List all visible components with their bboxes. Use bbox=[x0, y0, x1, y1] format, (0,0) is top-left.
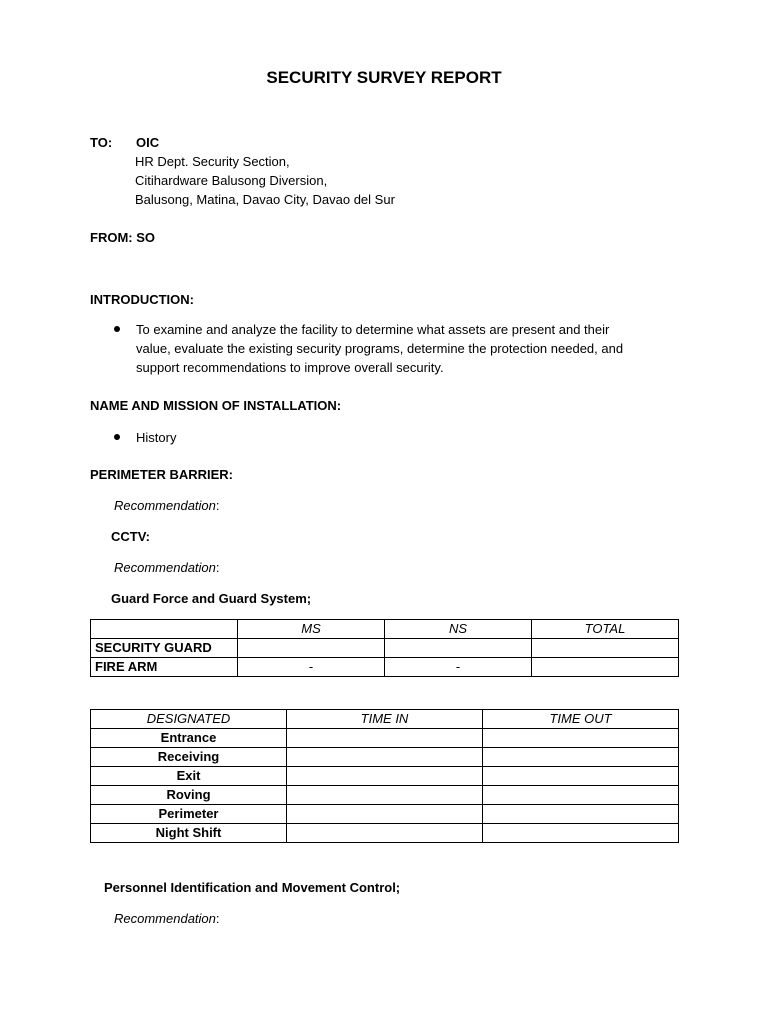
post-schedule-table bbox=[90, 709, 679, 843]
cctv-recommendation bbox=[114, 559, 220, 576]
introduction-heading: INTRODUCTION: bbox=[90, 292, 194, 307]
table-row bbox=[91, 824, 679, 843]
table-header-cell: NS bbox=[385, 620, 532, 639]
table-cell bbox=[385, 639, 532, 658]
perimeter-heading: PERIMETER BARRIER: bbox=[90, 467, 234, 482]
table-header-cell: MS bbox=[238, 620, 385, 639]
installation-heading: NAME AND MISSION OF INSTALLATION: bbox=[90, 398, 342, 413]
perimeter-recommendation bbox=[114, 497, 220, 514]
table-cell: Roving bbox=[91, 786, 287, 805]
recommendation-label: Recommendation bbox=[114, 498, 216, 513]
table-cell: Perimeter bbox=[91, 805, 287, 824]
table-row bbox=[91, 639, 679, 658]
table-row bbox=[91, 805, 679, 824]
personnel-recommendation bbox=[114, 910, 220, 927]
from-line: FROM: SO bbox=[90, 230, 155, 245]
table-cell bbox=[238, 639, 385, 658]
personnel-heading: Personnel Identification and Movement Control; bbox=[104, 880, 401, 895]
table-cell bbox=[483, 786, 679, 805]
bullet-icon bbox=[114, 326, 120, 332]
table-cell bbox=[287, 824, 483, 843]
table-cell: Entrance bbox=[91, 729, 287, 748]
cctv-heading: CCTV: bbox=[111, 529, 150, 544]
table-cell: Exit bbox=[91, 767, 287, 786]
installation-bullet: History bbox=[136, 430, 177, 445]
recommendation-label: Recommendation bbox=[114, 560, 216, 575]
to-address-line: HR Dept. Security Section, bbox=[135, 154, 290, 169]
guard-force-heading: Guard Force and Guard System; bbox=[111, 591, 312, 606]
table-header-cell: TIME IN bbox=[287, 710, 483, 729]
recommendation-colon: : bbox=[215, 560, 220, 575]
table-cell bbox=[483, 767, 679, 786]
table-header-cell: DESIGNATED bbox=[91, 710, 287, 729]
table-cell: FIRE ARM bbox=[91, 658, 238, 677]
to-name: OIC bbox=[136, 135, 160, 150]
table-cell bbox=[532, 658, 679, 677]
to-address-line: Balusong, Matina, Davao City, Davao del Sur bbox=[135, 192, 395, 207]
table-cell bbox=[287, 729, 483, 748]
recommendation-label: Recommendation bbox=[114, 911, 216, 926]
table-cell bbox=[287, 786, 483, 805]
table-cell: Receiving bbox=[91, 748, 287, 767]
table-cell: - bbox=[238, 658, 385, 677]
table-cell bbox=[483, 805, 679, 824]
guard-count-table bbox=[90, 619, 679, 677]
introduction-text: To examine and analyze the facility to determine what assets are present and their bbox=[136, 322, 610, 337]
table-header-cell: TOTAL bbox=[532, 620, 679, 639]
recommendation-colon: : bbox=[215, 911, 220, 926]
table-cell: Night Shift bbox=[91, 824, 287, 843]
table-cell bbox=[532, 639, 679, 658]
report-title: SECURITY SURVEY REPORT bbox=[266, 68, 502, 87]
table-header-row bbox=[91, 710, 679, 729]
bullet-icon bbox=[114, 434, 120, 440]
table-header-cell: TIME OUT bbox=[483, 710, 679, 729]
table-header-row bbox=[91, 620, 679, 639]
table-row bbox=[91, 786, 679, 805]
table-header-cell bbox=[91, 620, 238, 639]
table-cell bbox=[483, 729, 679, 748]
table-cell bbox=[483, 748, 679, 767]
to-address-line: Citihardware Balusong Diversion, bbox=[135, 173, 328, 188]
recommendation-colon: : bbox=[215, 498, 220, 513]
introduction-text: support recommendations to improve overall security. bbox=[136, 360, 444, 375]
table-row bbox=[91, 658, 679, 677]
to-label: TO: bbox=[90, 135, 113, 150]
table-cell bbox=[483, 824, 679, 843]
table-row bbox=[91, 748, 679, 767]
table-cell bbox=[287, 767, 483, 786]
table-cell: SECURITY GUARD bbox=[91, 639, 238, 658]
table-row bbox=[91, 729, 679, 748]
table-cell bbox=[287, 748, 483, 767]
table-row bbox=[91, 767, 679, 786]
table-cell: - bbox=[385, 658, 532, 677]
table-cell bbox=[287, 805, 483, 824]
introduction-text: value, evaluate the existing security programs, determine the protection needed, and bbox=[136, 341, 624, 356]
